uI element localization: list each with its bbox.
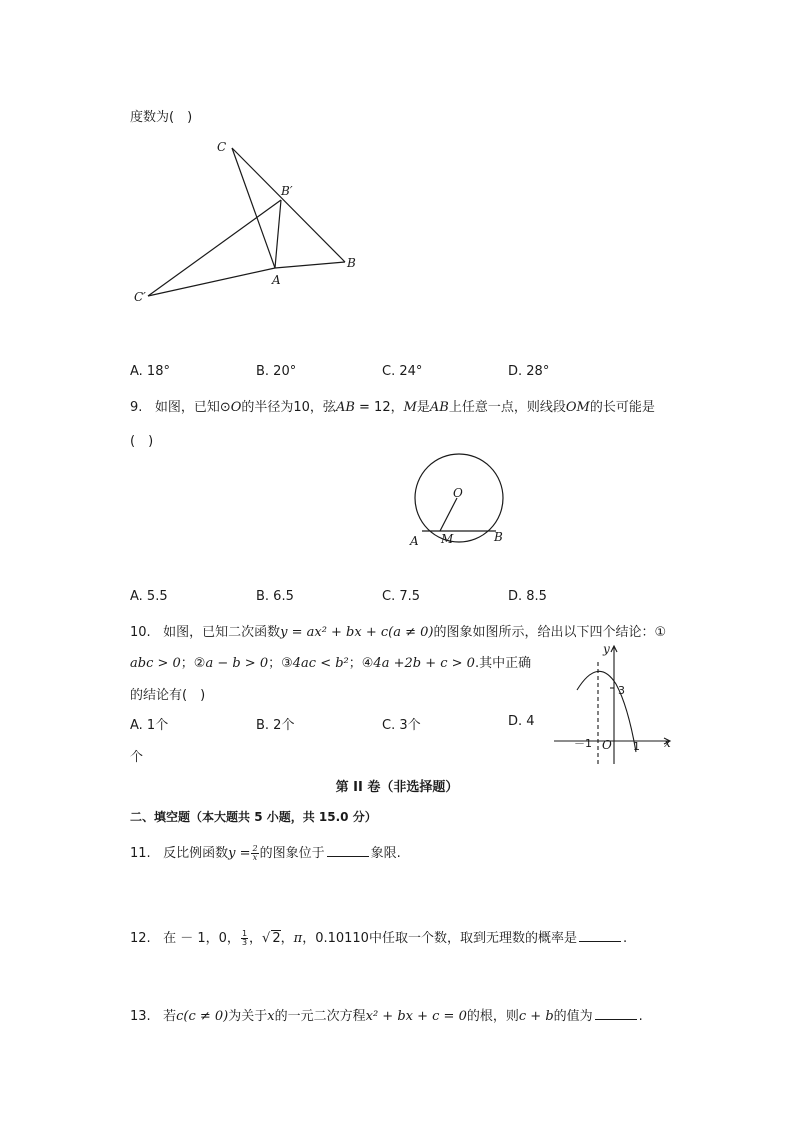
label-b: B	[347, 256, 356, 270]
label-m: M	[441, 532, 454, 546]
q10-option-d-tail: 个	[130, 750, 144, 765]
q9-stem: 9. 如图，已知⊙O的半径为10，弦AB = 12，M是AB上任意一点，则线段OM的长可能是	[130, 400, 655, 415]
q10-option-d: D. 4	[508, 714, 535, 729]
q10-stem-line1: 10. 如图，已知二次函数y = ax² + bx + c(a ≠ 0)的图象如图所示，给出以下四个结论：①	[130, 625, 667, 640]
q10-stem-line3: 的结论有( )	[130, 688, 206, 703]
segment-a-b	[275, 262, 345, 268]
label-b: B	[494, 530, 503, 544]
label-a: A	[410, 534, 419, 548]
q10-option-a: A. 1个	[130, 718, 169, 733]
label-x: x	[664, 736, 671, 750]
q8-triangle-figure	[120, 130, 380, 310]
q8-option-d: D. 28°	[508, 364, 550, 379]
q10-option-b: B. 2个	[256, 718, 295, 733]
q12-stem: 12. 在 － 1，0， $\frac{1}{3}$ ，√ 2，π，0.10110中任取一个数，取到无理数的概率是 .	[130, 929, 628, 947]
q8-tail-text: 度数为( )	[130, 110, 193, 125]
label-one: 1	[633, 740, 640, 753]
q10-stem-line2: abc > 0；②a − b > 0；③4ac < b²；④4a +2b + c > 0.其中正确	[130, 656, 532, 671]
label-c: C	[217, 140, 227, 154]
label-a: A	[272, 273, 281, 287]
q8-option-a: A. 18°	[130, 364, 170, 379]
label-o: O	[453, 486, 463, 500]
section-title: 第 II 卷（非选择题）	[335, 780, 459, 795]
q9-option-c: C. 7.5	[382, 589, 421, 604]
q8-option-c: C. 24°	[382, 364, 423, 379]
q9-circle-figure	[400, 450, 520, 554]
label-y: y	[603, 642, 610, 656]
q10-option-c: C. 3个	[382, 718, 421, 733]
q9-option-b: B. 6.5	[256, 589, 294, 604]
segment-om	[440, 498, 457, 531]
q9-paren: ( )	[130, 434, 154, 449]
segment-a-bp	[275, 200, 281, 268]
segment-c-a	[232, 148, 275, 268]
segment-c-b	[232, 148, 345, 262]
q10-parabola-graph	[550, 640, 680, 770]
label-origin: O	[602, 738, 612, 752]
label-c-prime: C′	[134, 290, 146, 304]
section-header: 二、填空题（本大题共 5 小题，共 15.0 分）	[130, 810, 377, 824]
q13-answer-blank[interactable]	[595, 1007, 637, 1020]
q12-answer-blank[interactable]	[579, 929, 621, 942]
q11-stem: 11. 反比例函数y = $\frac{2}{x}$ 的图象位于 象限.	[130, 844, 401, 862]
q9-option-a: A. 5.5	[130, 589, 168, 604]
label-three: 3	[618, 684, 625, 697]
label-b-prime: B′	[281, 184, 293, 198]
q8-option-b: B. 20°	[256, 364, 297, 379]
label-neg1: －1	[574, 737, 592, 750]
q11-answer-blank[interactable]	[327, 844, 369, 857]
q9-option-d: D. 8.5	[508, 589, 547, 604]
q13-stem: 13. 若c(c ≠ 0)为关于x的一元二次方程x² + bx + c = 0的根，则c + b的值为 .	[130, 1009, 643, 1024]
